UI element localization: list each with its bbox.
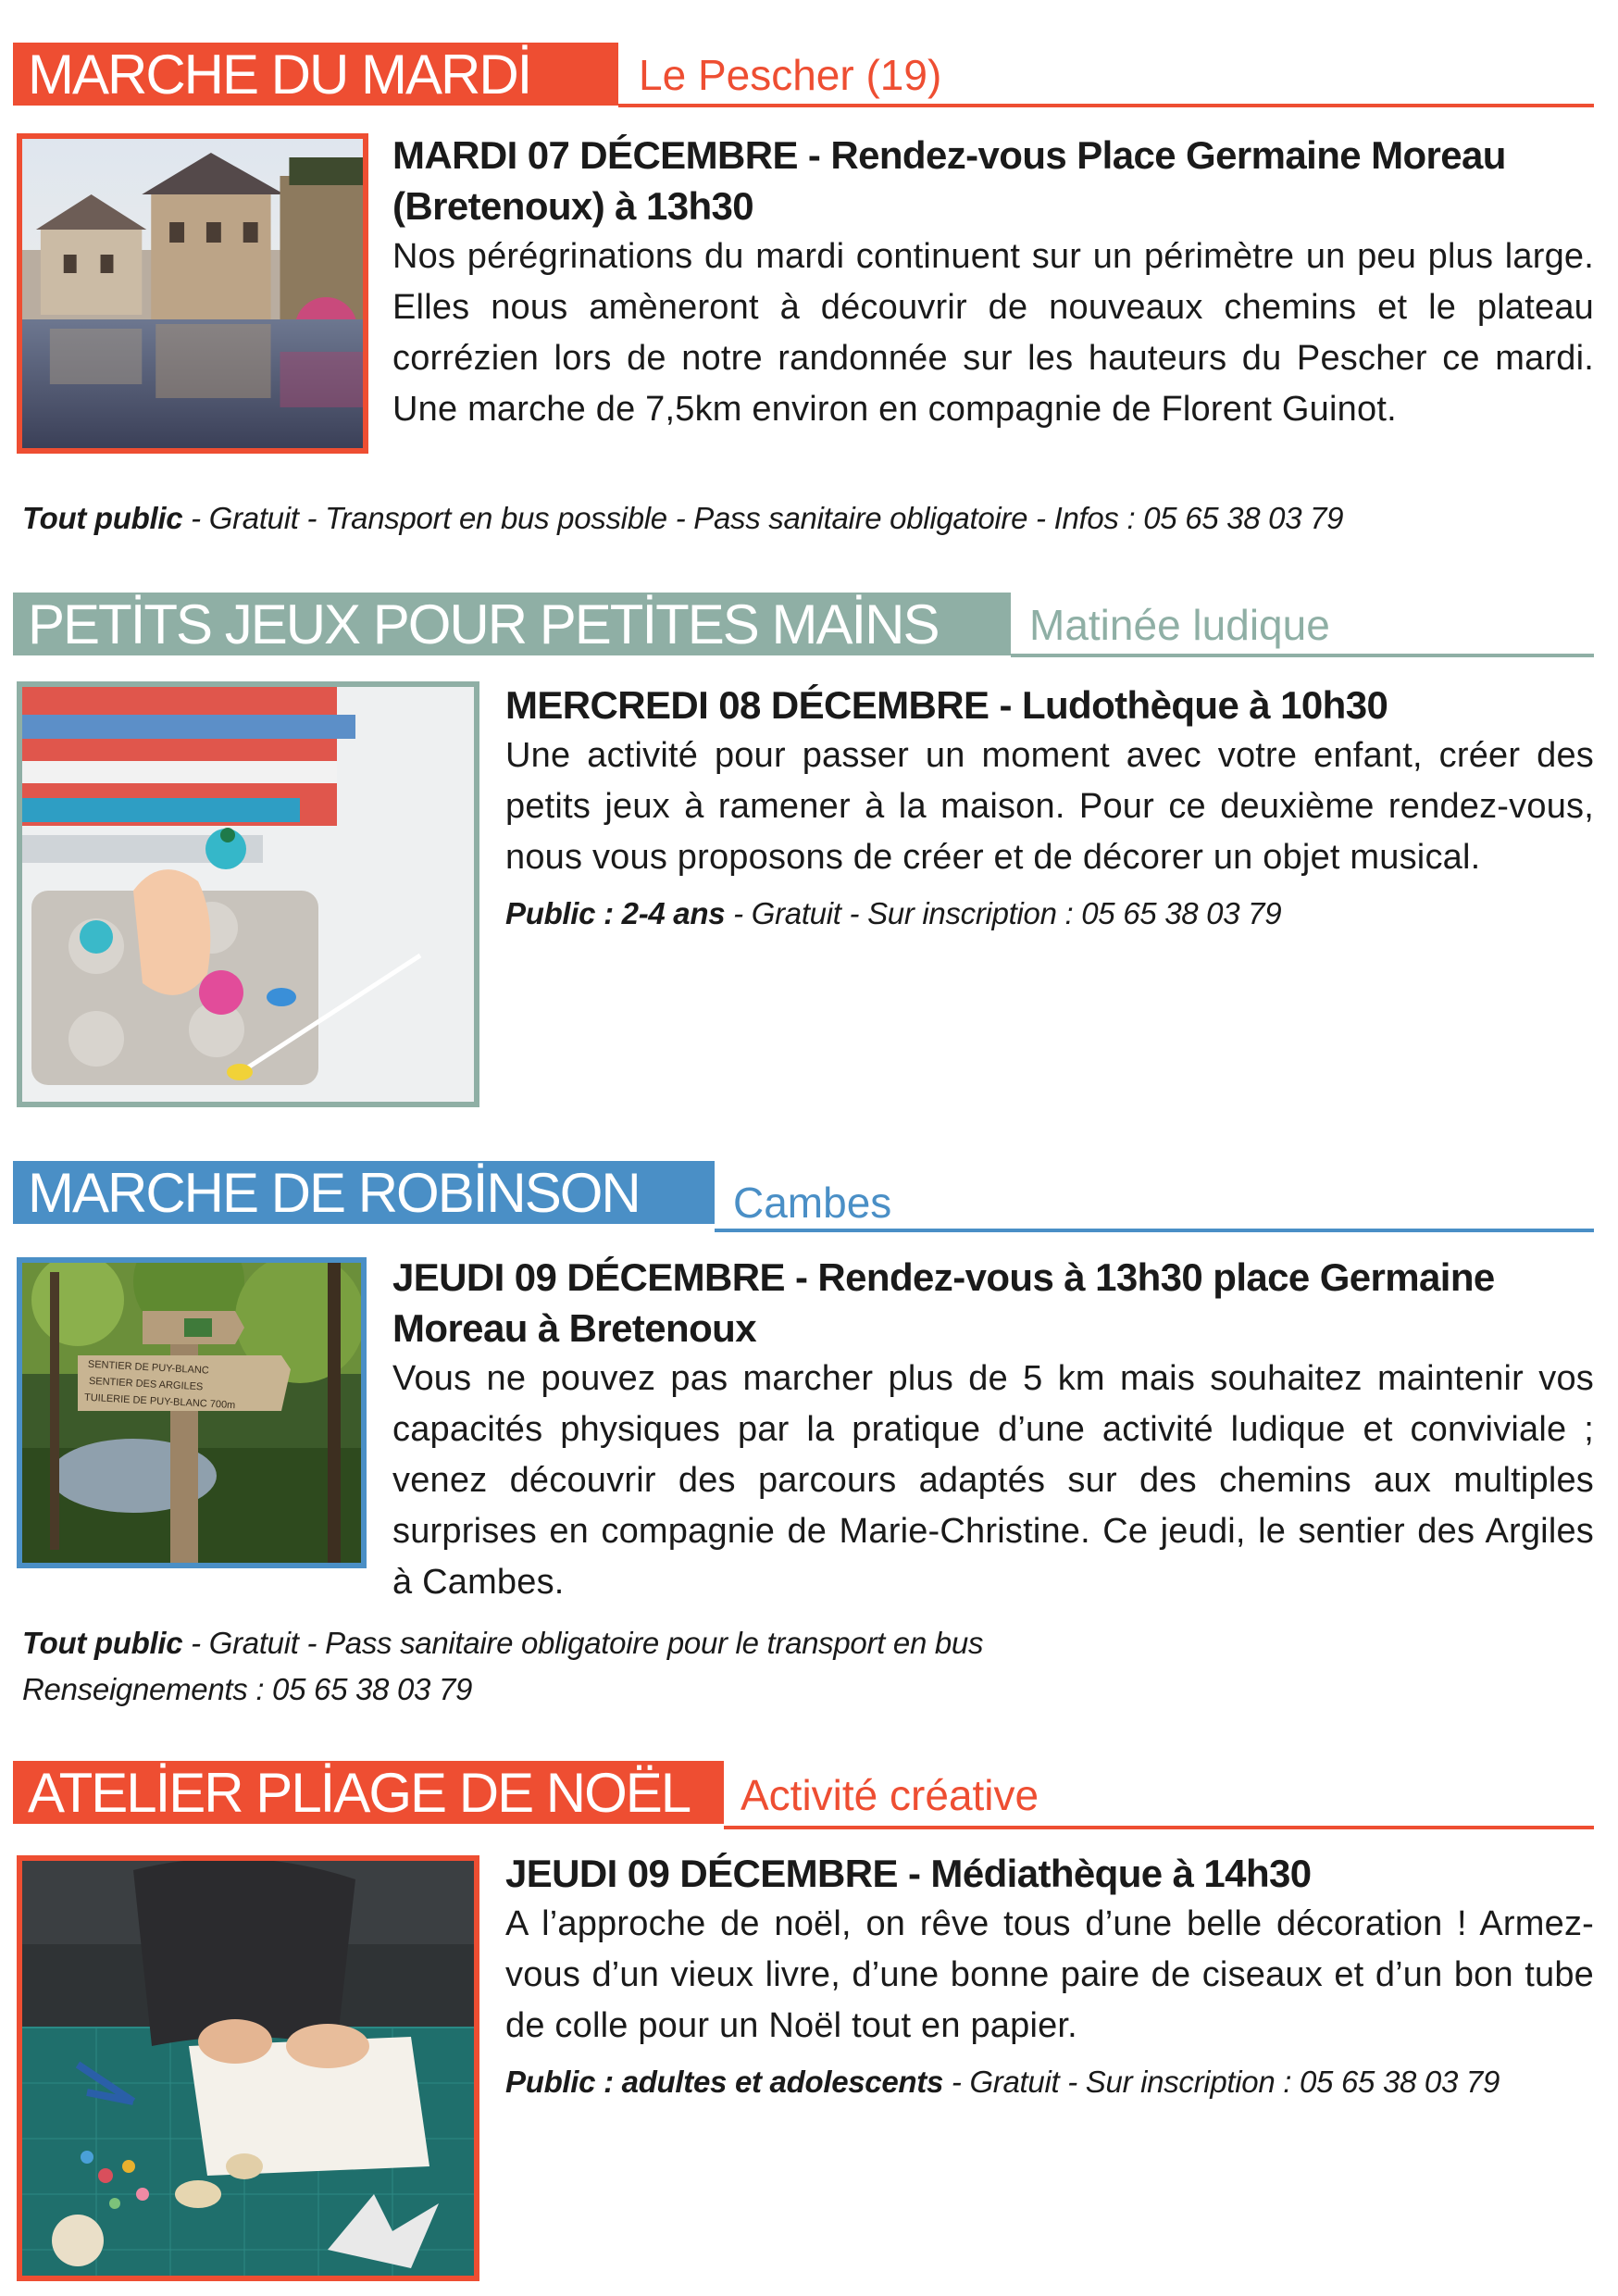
sign-line-2: SENTIER DES ARGILES — [88, 1375, 204, 1393]
event-heading: MARDI 07 DÉCEMBRE - Rendez-vous Place Germaine Moreau (Bretenoux) à 13h30 — [392, 133, 1506, 228]
event-details — [392, 130, 1594, 435]
event-info — [22, 495, 1343, 542]
audience-label: Tout public — [22, 1626, 183, 1660]
event-info-text: - Gratuit - Sur inscription : 05 65 38 03 79 — [943, 2065, 1500, 2099]
section-title: ATELİER PLİAGE DE NOËL — [13, 1761, 724, 1824]
section-subtitle: Matinée ludique — [1029, 601, 1330, 649]
event-heading: JEUDI 09 DÉCEMBRE - Rendez-vous à 13h30 place Germaine Moreau à Bretenoux — [392, 1255, 1495, 1350]
event-heading: MERCREDI 08 DÉCEMBRE - Ludothèque à 10h30 — [505, 683, 1388, 727]
section-title: PETİTS JEUX POUR PETİTES MAİNS — [13, 593, 1011, 655]
section-subtitle: Cambes — [733, 1179, 892, 1227]
event-contact: Renseignements : 05 65 38 03 79 — [22, 1672, 473, 1706]
event-description: Nos pérégrinations du mardi continuent sur un périmètre un peu plus large. Elles nous amèneront à découvrir de nouveaux chemins et le plateau corrézien lors de notre randonnée sur les hauteurs du Pescher ce mardi. Une marche de 7,5km environ en compagnie de Florent Guinot. — [392, 237, 1594, 429]
section-rule — [618, 104, 1594, 107]
event-details — [505, 1848, 1594, 2105]
paper-folding-craft-photo — [17, 1855, 479, 2281]
sign-line-1: SENTIER DE PUY-BLANC — [87, 1358, 210, 1377]
event-description: Une activité pour passer un moment avec votre enfant, créer des petits jeux à ramener à la maison. Pour ce deuxième rendez-vous, nous vous proposons de créer et de décorer un objet musical. — [505, 736, 1594, 877]
section-subtitle: Le Pescher (19) — [639, 51, 942, 99]
event-info-text: - Gratuit - Transport en bus possible - Pass sanitaire obligatoire - Infos : 05 65 38 03 79 — [182, 501, 1344, 535]
event-info-text: - Gratuit - Pass sanitaire obligatoire pour le transport en bus — [182, 1626, 984, 1660]
event-info — [22, 1620, 983, 1666]
child-hand-craft-photo — [17, 681, 479, 1107]
event-info — [505, 891, 1594, 937]
audience-label: Tout public — [22, 501, 183, 535]
audience-label: Public : 2-4 ans — [505, 896, 726, 930]
sign-line-3: TUILERIE DE PUY-BLANC 700m — [83, 1391, 236, 1412]
event-details — [505, 680, 1594, 937]
trail-signpost-photo — [17, 1257, 367, 1568]
section-rule — [724, 1826, 1594, 1829]
event-info-text: - Gratuit - Sur inscription : 05 65 38 03 79 — [725, 896, 1282, 930]
section-title: MARCHE DU MARDİ — [13, 43, 618, 106]
event-details — [392, 1252, 1594, 1608]
event-description: Vous ne pouvez pas marcher plus de 5 km mais souhaitez maintenir vos capacités physiques par la pratique d’une activité ludique et conviviale ; venez découvrir des parcours adaptés sur des chemins aux multiples surprises en compagnie de Marie-Christine. Ce jeudi, le sentier des Argiles à Cambes. — [392, 1359, 1594, 1602]
section-subtitle: Activité créative — [741, 1771, 1039, 1819]
section-rule — [1011, 654, 1594, 657]
event-heading: JEUDI 09 DÉCEMBRE - Médiathèque à 14h30 — [505, 1852, 1312, 1895]
event-info — [505, 2059, 1594, 2105]
village-by-river-photo — [17, 133, 368, 454]
audience-label: Public : adultes et adolescents — [505, 2065, 944, 2099]
section-title: MARCHE DE ROBİNSON — [13, 1161, 715, 1224]
event-description: A l’approche de noël, on rêve tous d’une belle décoration ! Armez-vous d’un vieux livre, d’une bonne paire de ciseaux et d’un bon tube de colle pour un Noël tout en papier. — [505, 1904, 1594, 2045]
section-rule — [715, 1229, 1594, 1232]
